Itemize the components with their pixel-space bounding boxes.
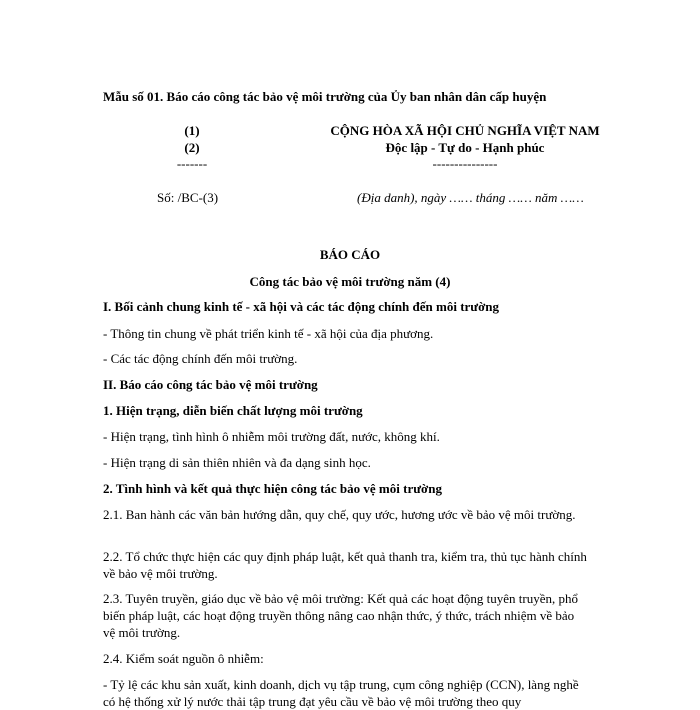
national-motto: Độc lập - Tự do - Hạnh phúc: [385, 140, 545, 155]
paragraph-2-2: 2.2. Tổ chức thực hiện các quy định pháp luật, kết quả thanh tra, kiểm tra, thủ tục hành chính về bảo vệ môi trường.: [103, 549, 587, 581]
section-2-1-item-1: - Hiện trạng, tình hình ô nhiễm môi trường đất, nước, không khí.: [103, 429, 440, 444]
paragraph-2-1: 2.1. Ban hành các văn bản hướng dẫn, quy chế, quy ước, hương ước về bảo vệ môi trường.: [103, 507, 576, 522]
national-divider: ---------------: [432, 156, 498, 171]
section-2-heading: II. Báo cáo công tác bảo vệ môi trường: [103, 377, 318, 392]
section-1-item-1: - Thông tin chung về phát triển kinh tế - xã hội của địa phương.: [103, 326, 434, 341]
section-1-heading: I. Bối cảnh chung kinh tế - xã hội và các tác động chính đến môi trường: [103, 299, 500, 314]
form-title: Mẫu số 01. Báo cáo công tác bảo vệ môi trường của Ủy ban nhân dân cấp huyện: [103, 89, 547, 104]
paragraph-2-3: 2.3. Tuyên truyền, giáo dục về bảo vệ môi trường: Kết quả các hoạt động tuyên truyền, phổ biến pháp luật, các hoạt động truyền thông nâng cao nhận thức, ý thức, trách nhiệm về bảo vệ môi trường.: [103, 591, 578, 640]
agency-line-2: (2): [184, 140, 200, 155]
national-title: CỘNG HÒA XÃ HỘI CHỦ NGHĨA VIỆT NAM: [330, 123, 600, 138]
section-2-1-heading: 1. Hiện trạng, diễn biến chất lượng môi trường: [103, 403, 363, 418]
place-date: (Địa danh), ngày …… tháng …… năm ……: [357, 190, 584, 205]
section-2-2-heading: 2. Tình hình và kết quả thực hiện công tác bảo vệ môi trường: [103, 481, 442, 496]
agency-line-1: (1): [184, 123, 200, 138]
document-number: Số: /BC-(3): [157, 190, 219, 205]
report-subtitle: Công tác bảo vệ môi trường năm (4): [249, 274, 451, 289]
section-1-item-2: - Các tác động chính đến môi trường.: [103, 351, 298, 366]
report-title: BÁO CÁO: [319, 247, 381, 262]
paragraph-2-4-item: - Tỷ lệ các khu sản xuất, kinh doanh, dịch vụ tập trung, cụm công nghiệp (CCN), làng nghề có hệ thống xử lý nước thải tập trung đạt yêu cầu về bảo vệ môi trường theo quy: [103, 677, 579, 709]
section-2-1-item-2: - Hiện trạng di sản thiên nhiên và đa dạng sinh học.: [103, 455, 371, 470]
paragraph-2-4: 2.4. Kiểm soát nguồn ô nhiễm:: [103, 651, 264, 666]
agency-divider: -------: [176, 156, 208, 171]
